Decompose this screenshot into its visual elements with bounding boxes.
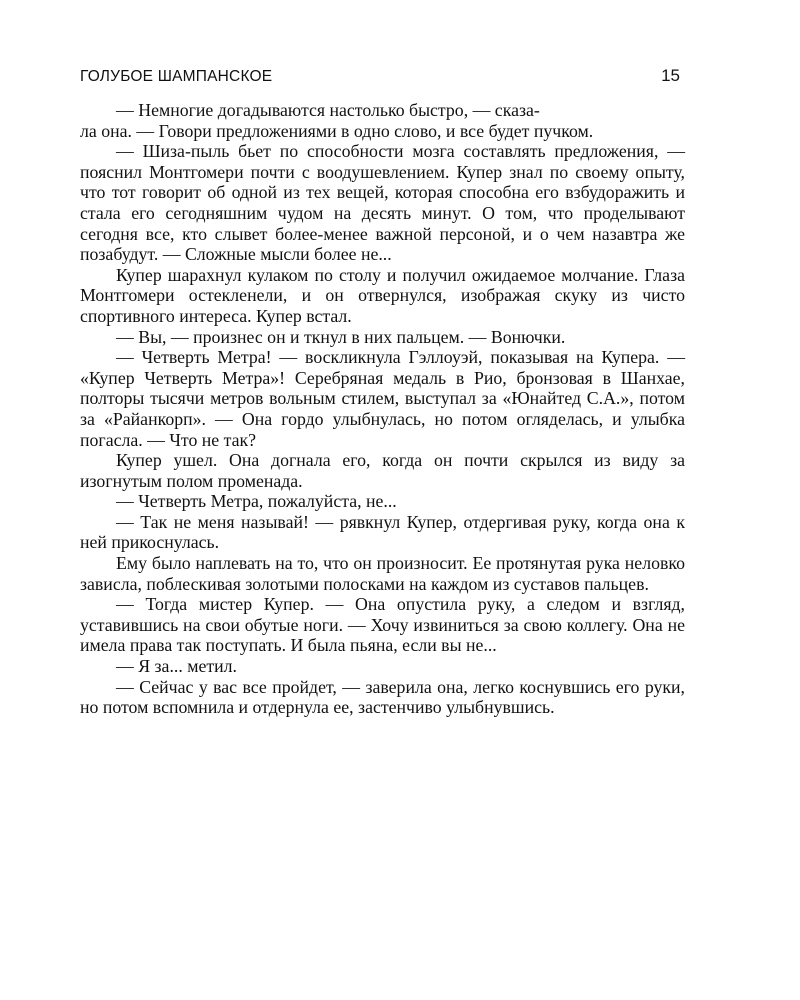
paragraph-9: Ему было наплевать на то, что он произносит. Ее протянутая рука неловко зависла, поблескивая золотыми полосками на каждом из суставов пальцев. <box>80 553 685 594</box>
paragraph-7: — Четверть Метра, пожалуйста, не... <box>116 491 397 512</box>
paragraph-5: — Четверть Метра! — воскликнула Гэллоуэй, показывая на Купера. — «Купер Четверть Метра»! Серебряная медаль в Рио, бронзовая в Шанхае, полторы тысячи метров вольным стилем, выступал за «Юнайтед С.А.», потом за «Райанкорп». — Она гордо улыбнулась, но потом огляделась, и улыбка погасла. — Что не так? <box>80 347 685 450</box>
paragraph-1-line-1: — Немногие догадываются настолько быстро, — сказа- <box>116 100 540 120</box>
paragraph-8: — Так не меня называй! — рявкнул Купер, отдергивая руку, когда она к ней прикоснулась. <box>80 511 685 553</box>
paragraph-12: — Сейчас у вас все пройдет, — заверила она, легко коснувшись его руки, но потом вспомнила и отдернула ее, застенчиво улыбнувшись. <box>80 676 685 718</box>
paragraph-11: — Я за... метил. <box>116 656 237 677</box>
paragraph-4: — Вы, — произнес он и ткнул в них пальцем. — Вонючки. <box>116 326 566 347</box>
page-number: 15 <box>661 66 680 85</box>
paragraph-1-continuation: ла она. — Говори предложениями в одно слово, и все будет пучком. <box>80 120 594 141</box>
body-text <box>80 100 685 718</box>
paragraph-6: Купер ушел. Она догнала его, когда он почти скрылся из виду за изогнутым полом променада. <box>80 450 685 491</box>
paragraph-3: Купер шарахнул кулаком по столу и получил ожидаемое молчание. Глаза Монтгомери остекленели, и он отвернулся, изображая скуку из чисто спортивного интереса. Купер встал. <box>80 264 685 326</box>
running-title: ГОЛУБОЕ ШАМПАНСКОЕ <box>80 68 273 85</box>
paragraph-10: — Тогда мистер Купер. — Она опустила руку, а следом и взгляд, уставившись на свои обутые ноги. — Хочу извиниться за свою коллегу. Она не имела права так поступать. И была пьяна, если вы не... <box>80 594 685 656</box>
page-header <box>80 66 680 94</box>
paragraph-2: — Шиза-пыль бьет по способности мозга составлять предложения, — пояснил Монтгомери почти с воодушевлением. Купер знал по своему опыту, что тот говорит об одной из тех вещей, которая способна его взбудоражить и стала его сегодняшним чудом на десять минут. О том, что проделывают сегодня все, кто слывет более-менее важной персоной, и о чем назавтра же позабудут. — Сложные мысли более не... <box>80 141 685 265</box>
